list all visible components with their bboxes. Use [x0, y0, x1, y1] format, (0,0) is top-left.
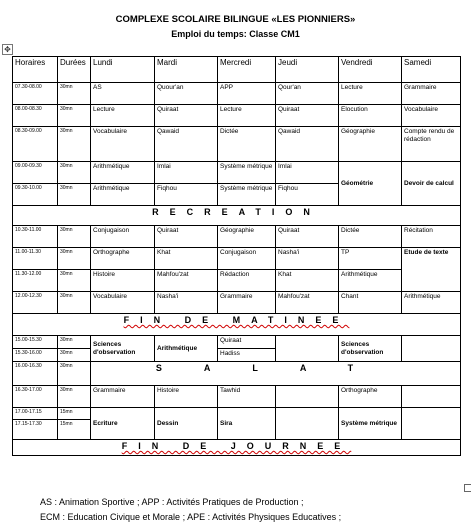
lesson-cell: Lecture — [218, 105, 276, 127]
footnote-line-2: ECM : Education Civique et Morale ; APE : Activités Physiques Educatives ; — [40, 512, 342, 522]
time-cell: 08.00-08.30 — [13, 105, 58, 127]
table-row — [13, 386, 461, 408]
table-row — [13, 292, 461, 314]
table-move-handle-icon[interactable]: ✥ — [2, 44, 13, 55]
time-cell: 09.00-09.30 — [13, 162, 58, 184]
lesson-cell: Qour'an — [276, 83, 339, 105]
duration-cell: 15mn — [58, 420, 91, 440]
time-cell: 16.30-17.00 — [13, 386, 58, 408]
duration-cell: 30mn — [58, 362, 91, 386]
lesson-cell — [402, 336, 461, 362]
duration-cell: 15mn — [58, 408, 91, 420]
lesson-cell: Imlai — [276, 162, 339, 184]
table-row — [13, 83, 461, 105]
lesson-cell: AS — [91, 83, 155, 105]
end-of-morning-row — [13, 314, 461, 336]
lesson-cell: Géographie — [218, 226, 276, 248]
lesson-cell: Nasha'i — [155, 292, 218, 314]
duration-cell: 30mn — [58, 386, 91, 408]
table-resize-handle-icon[interactable] — [464, 484, 471, 492]
lesson-cell: Quiraat — [276, 226, 339, 248]
lesson-cell: Quour'an — [155, 83, 218, 105]
header-jeudi: Jeudi — [276, 57, 339, 83]
lesson-cell: Arithmétique — [91, 184, 155, 206]
header-mardi: Mardi — [155, 57, 218, 83]
lesson-cell: Histoire — [91, 270, 155, 292]
table-row — [13, 408, 461, 420]
school-title: COMPLEXE SCOLAIRE BILINGUE «LES PIONNIERS» — [115, 14, 356, 25]
lesson-cell: Fiqhou — [276, 184, 339, 206]
lesson-cell: Mahfou'zat — [276, 292, 339, 314]
lesson-cell: Géographie — [339, 127, 402, 162]
header-mercredi: Mercredi — [218, 57, 276, 83]
header-horaires: Horaires — [13, 57, 58, 83]
lesson-cell: Compte rendu de rédaction — [402, 127, 461, 162]
duration-cell: 30mn — [58, 248, 91, 270]
duration-cell: 30mn — [58, 162, 91, 184]
time-cell: 09.30-10.00 — [13, 184, 58, 206]
duration-cell: 30mn — [58, 105, 91, 127]
table-row — [13, 362, 461, 386]
lesson-cell: Khat — [155, 248, 218, 270]
recreation-banner: RECREATION — [13, 206, 461, 226]
lesson-cell: Quiraat — [155, 226, 218, 248]
lesson-cell: Elocution — [339, 105, 402, 127]
lesson-cell — [276, 386, 339, 408]
lesson-cell: Conjugaison — [91, 226, 155, 248]
header-vendredi: Vendredi — [339, 57, 402, 83]
lesson-cell: Nasha'i — [276, 248, 339, 270]
lesson-cell: Orthographe — [339, 386, 402, 408]
lesson-cell: Système métrique — [218, 162, 276, 184]
timetable-subtitle: Emploi du temps: Classe CM1 — [171, 29, 300, 39]
table-row — [13, 248, 461, 270]
table-row — [13, 162, 461, 184]
lesson-cell: Histoire — [155, 386, 218, 408]
time-cell: 15.00-15.30 — [13, 336, 58, 349]
lesson-cell: Conjugaison — [218, 248, 276, 270]
time-cell: 15.30-16.00 — [13, 349, 58, 362]
lesson-cell: Dictée — [218, 127, 276, 162]
duration-cell: 30mn — [58, 270, 91, 292]
duration-cell: 30mn — [58, 127, 91, 162]
end-of-morning-text: FIN DE MATINEE — [123, 315, 350, 325]
lesson-cell — [402, 408, 461, 440]
lesson-cell: Dictée — [339, 226, 402, 248]
time-cell: 11.30-12.00 — [13, 270, 58, 292]
lesson-cell: Quiraat — [218, 336, 276, 349]
lesson-cell: Sciences d'observation — [339, 336, 402, 362]
lesson-cell: Sira — [218, 408, 276, 440]
time-cell: 10.30-11.00 — [13, 226, 58, 248]
lesson-cell: Grammaire — [402, 83, 461, 105]
end-of-day-banner — [13, 440, 461, 456]
table-header-row — [13, 57, 461, 83]
lesson-cell: Grammaire — [91, 386, 155, 408]
lesson-cell: Qawaid — [155, 127, 218, 162]
lesson-cell: Lecture — [339, 83, 402, 105]
table-row — [13, 270, 461, 292]
lesson-cell: Grammaire — [218, 292, 276, 314]
lesson-cell: Vocabulaire — [91, 127, 155, 162]
timetable — [12, 56, 461, 456]
header-durees: Durées — [58, 57, 91, 83]
time-cell: 11.00-11.30 — [13, 248, 58, 270]
lesson-cell: Arithmétique — [402, 292, 461, 314]
lesson-cell: Arithmétique — [339, 270, 402, 292]
prayer-banner: SALAT — [91, 362, 461, 386]
end-of-morning-banner — [13, 314, 461, 336]
time-cell: 16.00-16.30 — [13, 362, 58, 386]
table-row — [13, 226, 461, 248]
lesson-cell: Mahfou'zat — [155, 270, 218, 292]
time-cell: 07.30-08.00 — [13, 83, 58, 105]
lesson-cell: Arithmétique — [155, 336, 218, 362]
lesson-cell: Quiraat — [155, 105, 218, 127]
lesson-cell: Orthographe — [91, 248, 155, 270]
lesson-cell: Système métrique — [218, 184, 276, 206]
lesson-cell: Fiqhou — [155, 184, 218, 206]
table-row — [13, 336, 461, 349]
lesson-cell — [402, 386, 461, 408]
lesson-cell: Récitation — [402, 226, 461, 248]
end-of-day-text: FIN DE JOURNEE — [121, 441, 352, 451]
table-row — [13, 105, 461, 127]
lesson-cell: Dessin — [155, 408, 218, 440]
lesson-cell: Géométrie — [339, 162, 402, 206]
lesson-cell: Système métrique — [339, 408, 402, 440]
time-cell: 12.00-12.30 — [13, 292, 58, 314]
lesson-cell: Chant — [339, 292, 402, 314]
header-samedi: Samedi — [402, 57, 461, 83]
table-row — [13, 127, 461, 162]
footnote-line-1: AS : Animation Sportive ; APP : Activités Pratiques de Production ; — [40, 497, 304, 507]
lesson-cell — [276, 336, 339, 362]
lesson-cell: Sciences d'observation — [91, 336, 155, 362]
lesson-cell: Lecture — [91, 105, 155, 127]
recreation-row — [13, 206, 461, 226]
lesson-cell: Arithmétique — [91, 162, 155, 184]
lesson-cell: Khat — [276, 270, 339, 292]
duration-cell: 30mn — [58, 83, 91, 105]
lesson-cell: Vocabulaire — [91, 292, 155, 314]
lesson-cell: Quiraat — [276, 105, 339, 127]
lesson-cell: APP — [218, 83, 276, 105]
lesson-cell: Rédaction — [218, 270, 276, 292]
duration-cell: 30mn — [58, 336, 91, 349]
lesson-cell: Tawhid — [218, 386, 276, 408]
duration-cell: 30mn — [58, 226, 91, 248]
time-cell: 17.00-17.15 — [13, 408, 58, 420]
time-cell: 17.15-17.30 — [13, 420, 58, 440]
lesson-cell: TP — [339, 248, 402, 270]
duration-cell: 30mn — [58, 349, 91, 362]
lesson-cell: Imlai — [155, 162, 218, 184]
lesson-cell: Ecriture — [91, 408, 155, 440]
lesson-cell: Etude de texte — [402, 248, 461, 292]
lesson-cell — [276, 408, 339, 440]
time-cell: 08.30-09.00 — [13, 127, 58, 162]
lesson-cell: Vocabulaire — [402, 105, 461, 127]
duration-cell: 30mn — [58, 184, 91, 206]
duration-cell: 30mn — [58, 292, 91, 314]
end-of-day-row — [13, 440, 461, 456]
header-lundi: Lundi — [91, 57, 155, 83]
lesson-cell: Hadiss — [218, 349, 276, 362]
lesson-cell: Qawaid — [276, 127, 339, 162]
lesson-cell: Devoir de calcul — [402, 162, 461, 206]
